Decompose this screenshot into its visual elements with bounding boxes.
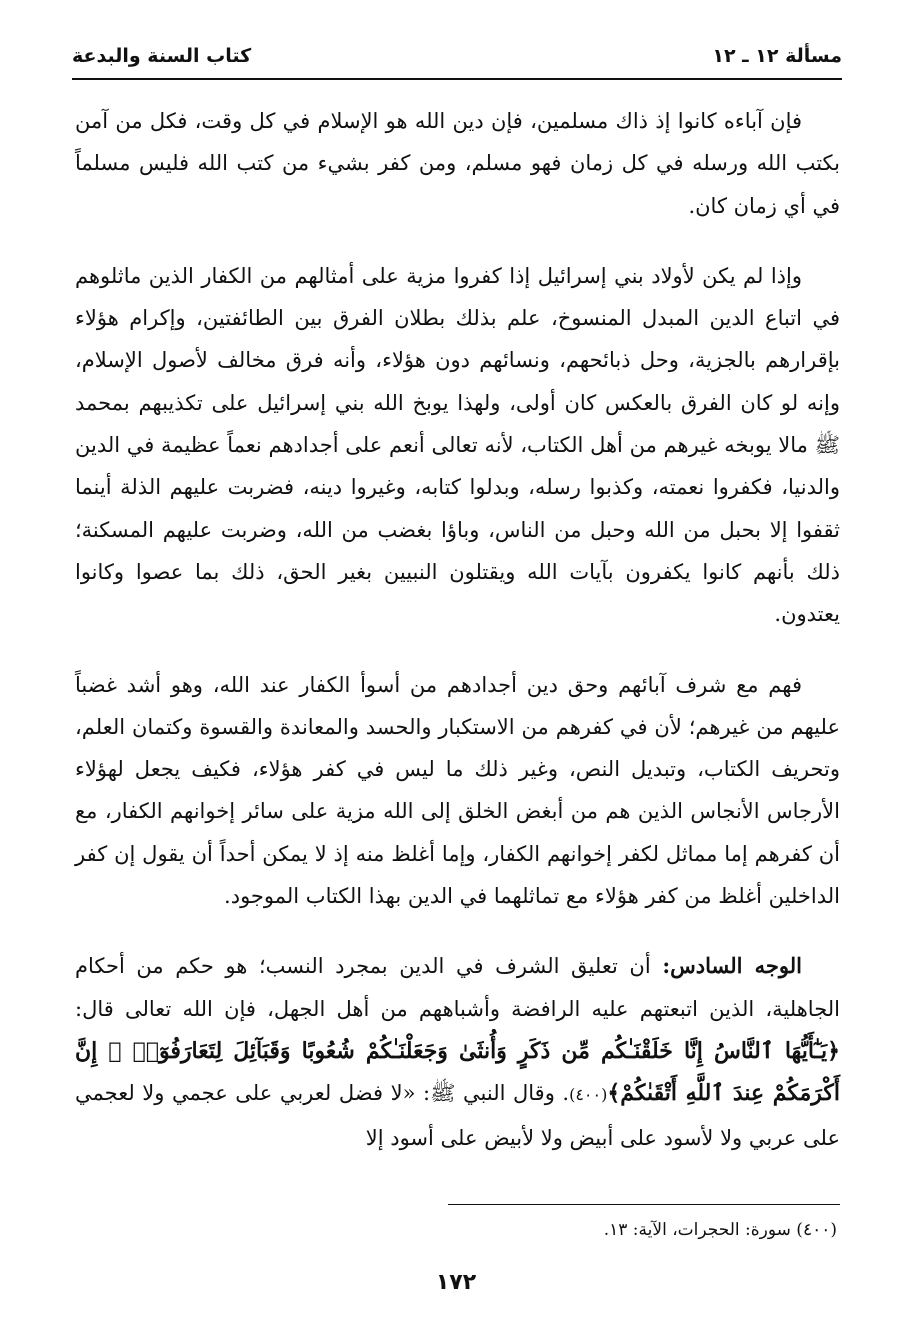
paragraph: فهم مع شرف آبائهم وحق دين أجدادهم من أسوأ الكفار عند الله، وهو أشد غضباً عليهم من غيرهم؛ لأن في كفرهم من الاستكبار والحسد والمعاندة والقسوة وكتمان العلم، وتحريف الكتاب، وتبديل النص، وغير ذلك ما ليس في كفر هؤلاء، فكيف يجعل لهؤلاء الأرجاس الأنجاس الذين هم من أبغض الخلق إلى الله مزية على سائر إخوانهم الكفار، مع أن كفرهم إما مماثل لكفر إخوانهم الكفار، وإما أغلظ منه إذ لا يمكن أحداً أن يقول إن كفر الداخلين أغلظ من كفر هؤلاء مع تماثلهما في الدين بهذا الكتاب الموجود. (75, 672, 840, 909)
paragraph: فإن آباءه كانوا إذ ذاك مسلمين، فإن دين الله هو الإسلام في كل وقت، فكل من آمن بكتب الله ورسله في كل زمان فهو مسلم، ومن كفر بشيء من كتب الله فليس مسلماً في أي زمان كان. (75, 109, 840, 218)
quran-verse: ﴿يَـٰٓأَيُّهَا ٱلنَّاسُ إِنَّا خَلَقْنَـٰكُم مِّن ذَكَرٍ وَأُنثَىٰ وَجَعَلْنَـٰكُمْ شُعُوبًا وَقَبَآئِلَ لِتَعَارَفُوٓا۟ ۚ إِنَّ أَكْرَمَكُمْ عِندَ ٱللَّهِ أَتْقَىٰكُمْ﴾ (75, 1037, 840, 1107)
footnote: (٤٠٠) سورة: الحجرات، الآية: ١٣. (603, 1220, 837, 1240)
paragraph-text: . وقال النبي ﷺ: «لا فضل لعربي على عجمي ولا لعجمي على عربي ولا لأسود على أبيض ولا لأبيض على أسود إلا (75, 1081, 840, 1150)
header-rule (72, 78, 842, 80)
paragraph: وإذا لم يكن لأولاد بني إسرائيل إذا كفروا مزية على أمثالهم من الكفار الذين ماثلوهم في اتباع الدين المبدل المنسوخ، علم بذلك بطلان الفرق بين الطائفتين، وإكرام هؤلاء بإقرارهم بالجزية، وحل ذبائحهم، ونسائهم دون هؤلاء، وأنه فرق مخالف لأصول الإسلام، وإنه لو كان الفرق بالعكس كان أولى، ولهذا يوبخ الله بني إسرائيل على تكذيبهم بمحمد ﷺ مالا يوبخه غيرهم من أهل الكتاب، لأنه تعالى أنعم على أجدادهم نعماً عظيمة في الدين والدنيا، فكفروا نعمته، وكذبوا رسله، وبدلوا كتابه، وغيروا دينه، فضربت عليهم الذلة أينما ثقفوا إلا بحبل من الله وحبل من الناس، وباؤا بغضب من الله، وضربت عليهم المسكنة؛ ذلك بأنهم كانوا يكفرون بآيات الله ويقتلون النبيين بغير الحق، ذلك بما عصوا وكانوا يعتدون. (75, 263, 840, 627)
book-title: كتاب السنة والبدعة (72, 45, 252, 67)
page-number: ١٧٢ (435, 1270, 477, 1295)
paragraph-text: أن تعليق الشرف في الدين بمجرد النسب؛ هو حكم من أحكام الجاهلية، الذين اتبعتهم عليه الرافضة وأشباههم من أهل الجهل، فإن الله تعالى قال: (75, 954, 840, 1021)
main-text (75, 100, 840, 1187)
section-heading: الوجه السادس: (662, 953, 802, 979)
section-number: مسألة ١٢ ـ ١٢ (712, 45, 842, 67)
running-header (72, 36, 842, 76)
footnote-rule (448, 1204, 840, 1205)
paragraph-sixth-aspect (75, 945, 840, 1158)
footnote-reference: (٤٠٠) (569, 1085, 608, 1105)
